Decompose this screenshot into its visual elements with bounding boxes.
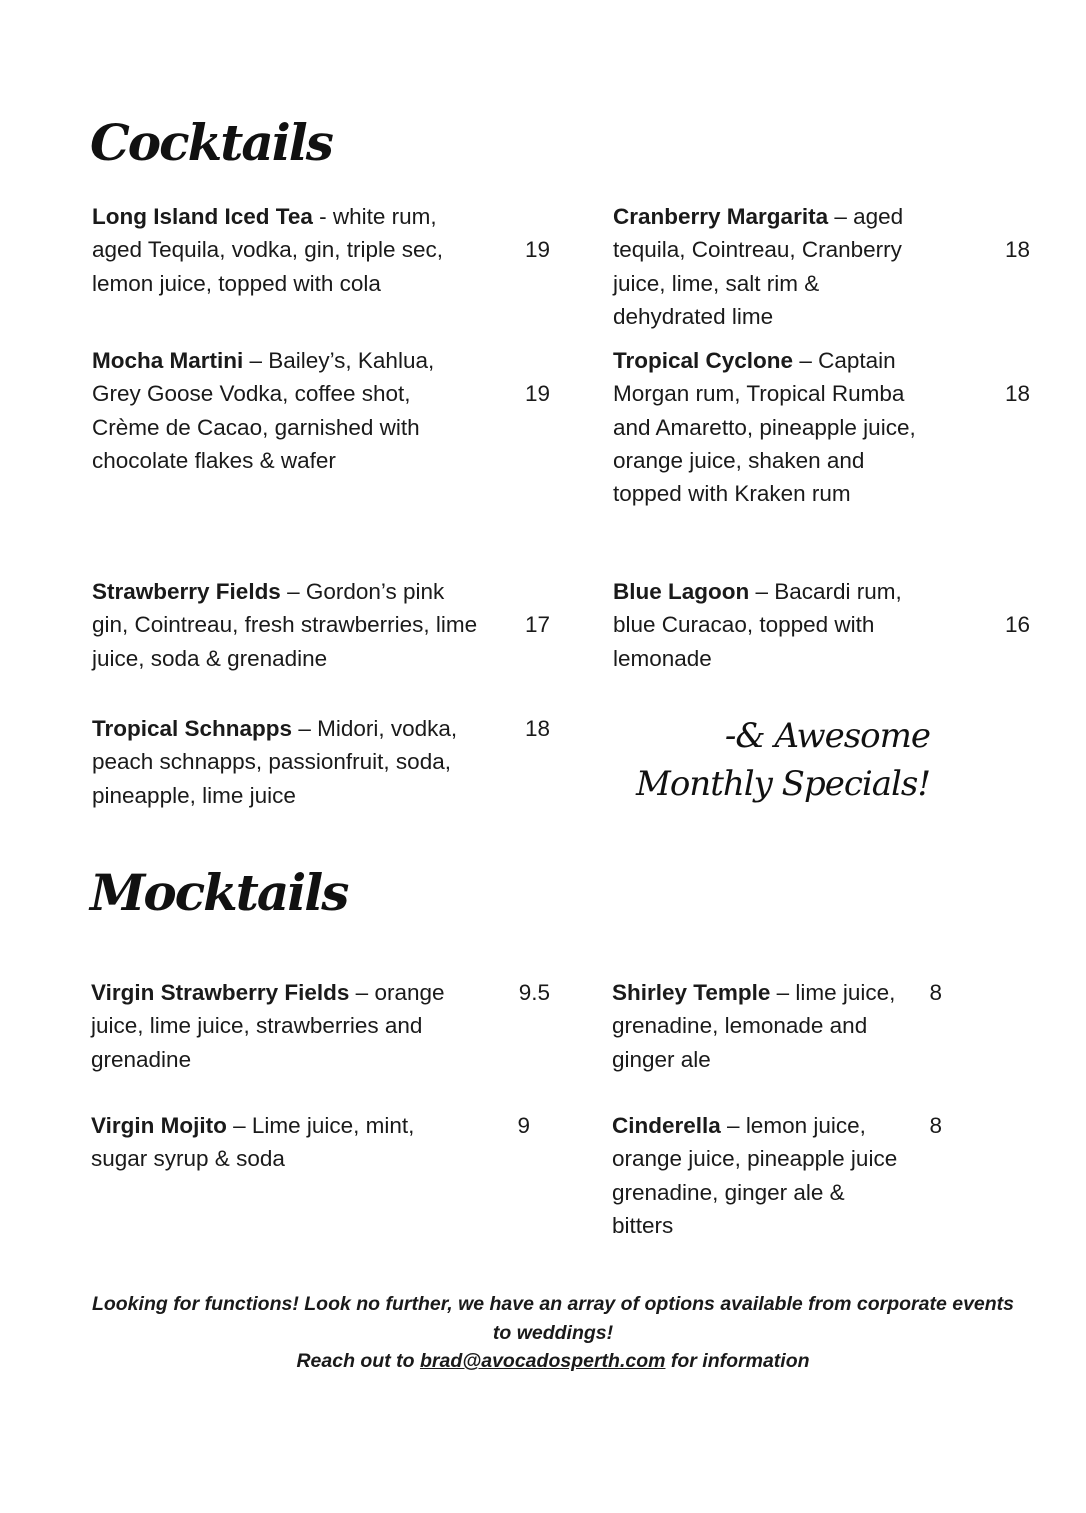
item-description: – lime juice, grenadine, lemonade and ginger ale xyxy=(612,980,896,1072)
item-description: – Bacardi rum, blue Curacao, topped with lemonade xyxy=(613,579,902,671)
item-price: 9.5 xyxy=(518,980,550,1005)
menu-item-cranberry-margarita xyxy=(613,200,913,333)
menu-item-strawberry-fields xyxy=(92,575,482,675)
item-price: 16 xyxy=(1004,612,1030,637)
item-description: – Bailey’s, Kahlua, Grey Goose Vodka, coffee shot, Crème de Cacao, garnished with chocolate flakes & wafer xyxy=(92,348,435,473)
item-description: – lemon juice, orange juice, pineapple juice grenadine, ginger ale & bitters xyxy=(612,1113,898,1238)
menu-item-long-island-iced-tea xyxy=(92,200,492,300)
item-description: – Lime juice, mint, sugar syrup & soda xyxy=(91,1113,415,1172)
item-price: 19 xyxy=(524,237,550,262)
item-description: - white rum, aged Tequila, vodka, gin, triple sec, lemon juice, topped with cola xyxy=(92,204,444,296)
cocktails-heading: Cocktails xyxy=(90,113,332,172)
item-description: – Midori, vodka, peach schnapps, passionfruit, soda, pineapple, lime juice xyxy=(92,716,458,808)
item-description: – aged tequila, Cointreau, Cranberry juice, lime, salt rim & dehydrated lime xyxy=(613,204,904,329)
item-price: 18 xyxy=(1004,381,1030,406)
menu-item-tropical-schnapps xyxy=(92,712,492,812)
item-price: 8 xyxy=(929,1113,942,1138)
item-name: Shirley Temple xyxy=(612,980,771,1005)
menu-item-tropical-cyclone xyxy=(613,344,923,510)
item-price: 17 xyxy=(524,612,550,637)
menu-item-virgin-mojito xyxy=(91,1109,471,1176)
item-name: Cranberry Margarita xyxy=(613,204,829,229)
item-description: – orange juice, lime juice, strawberries and grenadine xyxy=(91,980,445,1072)
item-price: 18 xyxy=(524,716,550,741)
menu-item-cinderella xyxy=(612,1109,907,1242)
monthly-specials-note: -& Awesome Monthly Specials! xyxy=(636,716,930,804)
item-name: Blue Lagoon xyxy=(613,579,750,604)
footer-functions-text: Looking for functions! Look no further, we have an array of options available from corporate events to weddings! xyxy=(91,1293,1015,1344)
menu-item-shirley-temple xyxy=(612,976,902,1076)
menu-item-virgin-strawberry-fields xyxy=(91,976,486,1076)
item-price: 8 xyxy=(929,980,942,1005)
mocktails-heading: Mocktails xyxy=(90,863,348,922)
item-description: – Gordon’s pink gin, Cointreau, fresh strawberries, lime juice, soda & grenadine xyxy=(92,579,478,671)
footer-contact-line xyxy=(60,1347,1046,1376)
item-description: – Captain Morgan rum, Tropical Rumba and Amaretto, pineapple juice, orange juice, shaken and topped with Kraken rum xyxy=(613,348,916,507)
item-price: 19 xyxy=(524,381,550,406)
footer-contact-prefix: Reach out to xyxy=(296,1350,420,1372)
item-name: Strawberry Fields xyxy=(92,579,281,604)
menu-item-mocha-martini xyxy=(92,344,482,477)
item-price: 9 xyxy=(517,1113,530,1138)
item-name: Tropical Cyclone xyxy=(613,348,794,373)
contact-email-link[interactable]: brad@avocadosperth.com xyxy=(419,1350,666,1372)
footer-contact-suffix: for information xyxy=(665,1350,810,1372)
item-name: Cinderella xyxy=(612,1113,721,1138)
item-name: Virgin Mojito xyxy=(91,1113,227,1138)
item-name: Mocha Martini xyxy=(92,348,244,373)
item-name: Virgin Strawberry Fields xyxy=(91,980,350,1005)
item-name: Tropical Schnapps xyxy=(92,716,293,741)
item-name: Long Island Iced Tea xyxy=(92,204,313,229)
menu-item-blue-lagoon xyxy=(613,575,933,675)
functions-footer xyxy=(60,1290,1046,1376)
item-price: 18 xyxy=(1004,237,1030,262)
